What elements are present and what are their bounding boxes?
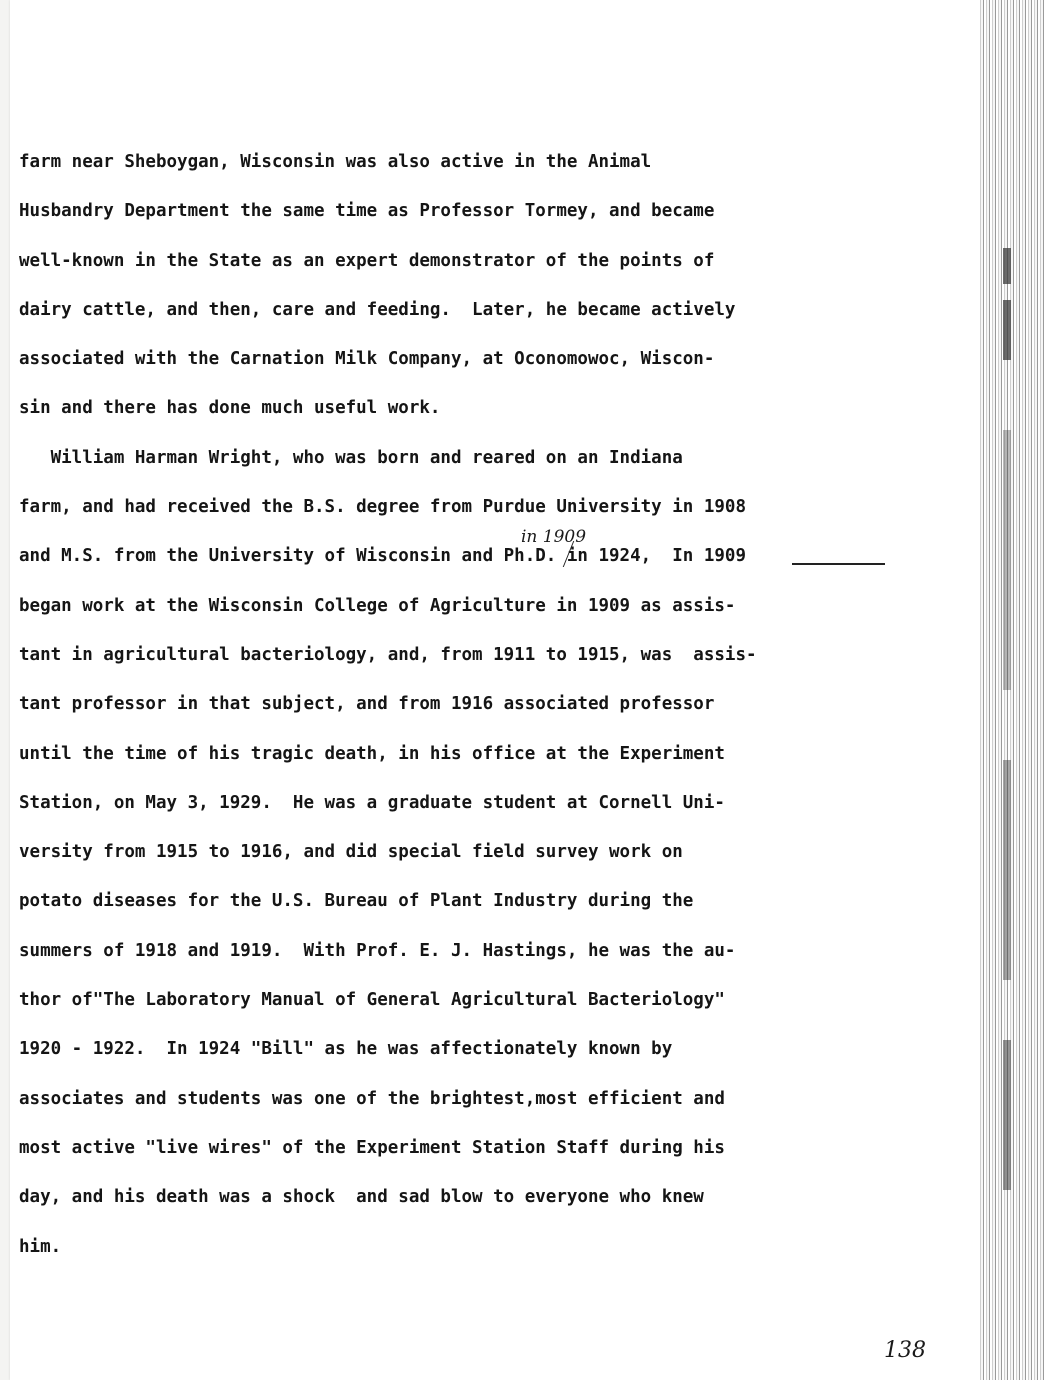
text-line: until the time of his tragic death, in his office at the Experiment: [19, 743, 725, 764]
edge-bleed-mark: [1003, 300, 1011, 360]
strikethrough-mark: [792, 563, 885, 565]
body-text: [19, 147, 919, 1281]
text-line: Station, on May 3, 1929. He was a graduate student at Cornell Uni-: [19, 792, 725, 813]
text-line: thor of"The Laboratory Manual of General Agricultural Bacteriology": [19, 990, 725, 1011]
text-line: potato diseases for the U.S. Bureau of Plant Industry during the: [19, 891, 694, 912]
handwritten-insertion: in 1909: [521, 527, 587, 547]
edge-bleed-mark: [1003, 760, 1011, 980]
text-line: tant professor in that subject, and from 1916 associated professor: [19, 694, 715, 715]
text-line: well-known in the State as an expert demonstrator of the points of: [19, 250, 715, 271]
text-line: summers of 1918 and 1919. With Prof. E. J. Hastings, he was the au-: [19, 940, 736, 961]
edge-bleed-mark: [1003, 430, 1011, 690]
text-line: and M.S. from the University of Wisconsin and Ph.D. in 1924, In 1909: [19, 546, 746, 567]
text-line: farm near Sheboygan, Wisconsin was also active in the Animal: [19, 152, 652, 172]
text-line: farm, and had received the B.S. degree from Purdue University in 1908: [19, 497, 746, 518]
text-line: sin and there has done much useful work.: [19, 398, 441, 419]
document-page: [10, 0, 978, 1380]
edge-bleed-mark: [1003, 248, 1011, 284]
text-line: tant in agricultural bacteriology, and, from 1911 to 1915, was assis-: [19, 644, 757, 665]
text-line: him.: [19, 1236, 62, 1257]
text-line: began work at the Wisconsin College of Agriculture in 1909 as assis-: [19, 595, 736, 616]
page-number: 138: [884, 1338, 926, 1363]
text-line: 1920 - 1922. In 1924 "Bill" as he was affectionately known by: [19, 1039, 673, 1060]
text-line: associated with the Carnation Milk Company, at Oconomowoc, Wiscon-: [19, 349, 715, 370]
text-line: William Harman Wright, who was born and reared on an Indiana: [19, 447, 683, 468]
text-line: versity from 1915 to 1916, and did special field survey work on: [19, 842, 683, 863]
text-line: most active "live wires" of the Experiment Station Staff during his: [19, 1137, 725, 1158]
book-page-edges: [978, 0, 1044, 1380]
text-line: associates and students was one of the brightest,most efficient and: [19, 1088, 725, 1109]
text-line: day, and his death was a shock and sad blow to everyone who knew: [19, 1187, 704, 1208]
edge-bleed-mark: [1003, 1040, 1011, 1190]
text-line: dairy cattle, and then, care and feeding. Later, he became actively: [19, 299, 736, 320]
text-line: Husbandry Department the same time as Professor Tormey, and became: [19, 201, 715, 222]
